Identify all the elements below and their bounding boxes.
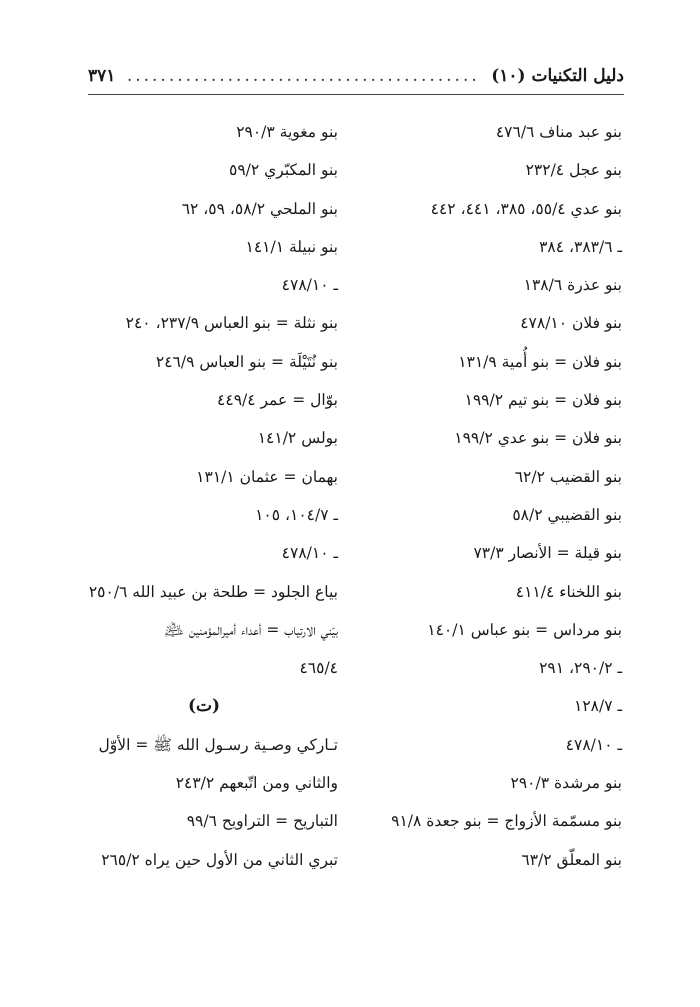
- index-entry: بنو عذرة ١٣٨/٦: [523, 276, 622, 295]
- index-entry: بنو فلان = بنو تيم ١٩٩/٢: [464, 391, 622, 410]
- index-entry: بنو مسمّمة الأزواج = بنو جعدة ٩١/٨: [391, 812, 622, 831]
- index-entry: بنو القضيب ٦٢/٢: [514, 467, 622, 486]
- index-entry: بنو فلان = بنو عدي ١٩٩/٢: [454, 429, 622, 448]
- index-entry: ـ ٣٨٣/٦، ٣٨٤: [539, 237, 622, 256]
- index-entry: بنو المعلّق ٦٣/٢: [521, 850, 622, 869]
- index-entry: بنو عبد مناف ٤٧٦/٦: [495, 123, 622, 141]
- index-column-left: [70, 113, 338, 879]
- index-entry: بنو القضيبي ٥٨/٢: [512, 505, 622, 524]
- index-entry: بولس ١٤١/٢: [257, 429, 338, 448]
- index-entry: بنو اللخناء ٤١١/٤: [515, 582, 622, 601]
- leader-dots: ..........................................: [126, 66, 480, 86]
- running-title: دليل التكنيات (١٠): [491, 66, 624, 86]
- index-entry: بياع الجلود = طلحة بن عبيد الله ٢٥٠/٦: [88, 582, 338, 601]
- index-entry: بنو عجل ٢٣٢/٤: [525, 161, 622, 180]
- index-entry: بنو فلان ٤٧٨/١٠: [520, 314, 622, 333]
- index-column-right: [374, 113, 622, 879]
- index-entry: ـ ٤٧٨/١٠: [281, 544, 338, 563]
- index-entry: تـاركي وصـية رسـول الله ﷺ = الأوّل: [98, 735, 338, 754]
- section-heading: (ت): [187, 696, 221, 717]
- index-entry: بنو فلان = بنو أُمية ١٣١/٩: [458, 352, 622, 371]
- page-number: ٣٧١: [88, 66, 116, 86]
- index-entry: بنو مغوية ٢٩٠/٣: [236, 123, 338, 141]
- index-entry: بهمان = عثمان ١٣١/١: [196, 467, 338, 486]
- index-entry: بنو المكبّري ٥٩/٢: [229, 161, 338, 180]
- index-entry: ـ ١٢٨/٧: [574, 697, 622, 716]
- index-entry: بوّال = عمر ٤٤٩/٤: [217, 391, 338, 410]
- header-rule: [88, 94, 624, 95]
- index-entry: بيّني الارتياب = أعداء أميرالمؤمنين ﵇: [164, 620, 338, 639]
- page-header: [88, 62, 624, 90]
- index-entry: تبري الثاني من الأول حين يراه ٢٦٥/٢: [101, 850, 338, 869]
- index-entry: بنو قيلة = الأنصار ٧٣/٣: [473, 544, 622, 563]
- index-entry: بنو نبيلة ١٤١/١: [245, 237, 338, 256]
- index-entry: بنو نُتَيْلَة = بنو العباس ٢٤٦/٩: [155, 352, 338, 371]
- index-entry: بنو نثلة = بنو العباس ٢٣٧/٩، ٢٤٠: [125, 314, 338, 333]
- index-entry: بنو الملحي ٥٨/٢، ٥٩، ٦٢: [181, 199, 338, 218]
- index-entry: ـ ٤٧٨/١٠: [565, 735, 622, 754]
- index-entry: بنو مرشدة ٢٩٠/٣: [510, 774, 622, 793]
- index-entry: بنو عدي ٥٥/٤، ٣٨٥، ٤٤١، ٤٤٢: [430, 199, 622, 218]
- index-entry: والثاني ومن اتّبعهم ٢٤٣/٢: [175, 774, 338, 793]
- index-entry: ـ ٢٩٠/٢، ٢٩١: [539, 659, 622, 678]
- index-entry: ـ ١٠٤/٧، ١٠٥: [255, 505, 338, 524]
- index-entry: التباريح = التراويح ٩٩/٦: [186, 812, 338, 831]
- index-entry: ٤٦٥/٤: [299, 659, 338, 678]
- index-entry: بنو مرداس = بنو عباس ١٤٠/١: [427, 620, 622, 639]
- index-entry: ـ ٤٧٨/١٠: [281, 276, 338, 295]
